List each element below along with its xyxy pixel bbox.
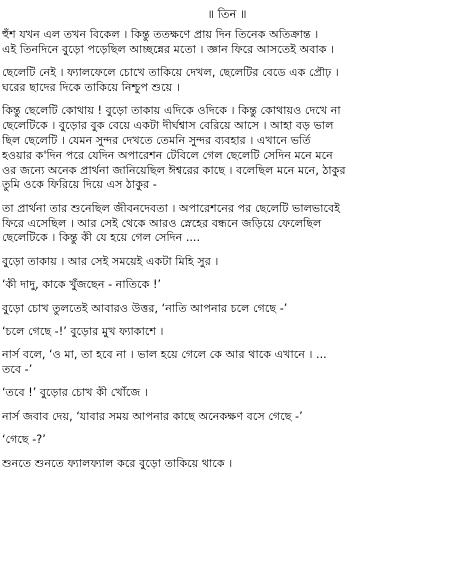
text-line: ছেলেটিকে । বুড়োর বুক বেয়ে একটা দীর্ঘশ্বাস বেরিয়ে আসে । আহা বড় ভাল	[2, 119, 334, 133]
text-line: বুড়ো চোখ তুলতেই আবারও উত্তর, ‘নাতি আপনার চলে গেছে -’	[2, 301, 288, 315]
text-line: ‘গেছে -?’	[2, 433, 46, 447]
paragraph	[2, 302, 452, 317]
paragraph	[2, 278, 452, 293]
text-line: হুঁশ যখন এল তখন বিকেল । কিন্তু ততক্ষণে প্রায় দিন তিনেক অতিক্রান্ত ।	[2, 28, 319, 41]
chapter-title: ॥ তিন ॥	[207, 7, 247, 21]
text-line: ফিরে এসেছিল । আর সেই থেকে আরও স্নেহের বন্ধনে জড়িয়ে ফেলেছিল	[2, 216, 322, 230]
text-line: ‘তবে !’ বুড়োর চোখ কী খোঁজে ।	[2, 386, 148, 400]
text-line: ওর জন্যে অনেক প্রার্থনা জানিয়েছিল ঈশ্বরের কাছে । বলেছিল মনে মনে, ঠাকুর	[2, 163, 346, 177]
text-line: ‘চলে গেছে -!’ বুড়োর মুখ ফ্যাকাশে ।	[2, 324, 164, 338]
paragraph	[2, 202, 452, 246]
text-line: ‘কী দাদু, কাকে খুঁজছেন - নাতিকে !’	[2, 278, 162, 292]
paragraph	[2, 386, 452, 401]
text-line: নার্স বলে, ‘ও মা, তা হবে না । ভাল হয়ে গেলে কে আর থাকে এখানে । ...	[2, 348, 327, 362]
paragraph	[2, 104, 452, 193]
paragraph	[2, 348, 452, 378]
text-line: নার্স জবাব দেয়, ‘যাবার সময় আপনার কাছে অনেকক্ষণ বসে গেছে -’	[2, 409, 303, 423]
text-line: হওয়ার ক'দিন পরে যেদিন অপারেশন টেবিলে গেল ছেলেটি সেদিন মনে মনে	[2, 148, 333, 162]
text-line: বুড়ো তাকায় । আর সেই সময়েই একটা মিহি সুর ।	[2, 254, 219, 268]
paragraph	[2, 66, 452, 96]
text-line: ঘরের ছাদের দিকে তাকিয়ে নিশ্চুপ শুয়ে ।	[2, 80, 180, 94]
text-line: ছেলেটিকে । কিন্তু কী যে হয়ে গেল সেদিন ....	[2, 231, 201, 245]
text-line: এই তিনদিনে বুড়ো পড়েছিল আচ্ছন্নের মতো । জ্ঞান ফিরে আসতেই অবাক ।	[2, 42, 335, 56]
paragraph	[2, 28, 452, 58]
paragraph	[2, 255, 452, 270]
document-body	[2, 28, 452, 471]
paragraph	[2, 457, 452, 472]
paragraph	[2, 433, 452, 448]
text-line: শুনতে শুনতে ফ্যালফ্যাল করে বুড়ো তাকিয়ে থাকে ।	[2, 456, 233, 470]
paragraph	[2, 325, 452, 340]
text-line: ছিল ছেলেটি । যেমন সুন্দর দেখতে তেমনি সুন্দর ব্যবহার । এখানে ভর্তি	[2, 133, 311, 147]
text-line: ছেলেটি নেই । ফ্যালফেলে চোখে তাকিয়ে দেখল, ছেলেটির বেডে এক প্রৌঢ় ।	[2, 66, 339, 80]
text-line: কিন্তু ছেলেটি কোথায় ! বুড়ো তাকায় এদিকে ওদিকে । কিন্তু কোথায়ও দেখে না	[2, 104, 341, 118]
text-line: তা প্রার্থনা তার শুনেছিল জীবনদেবতা । অপারেশনের পর ছেলেটি ভালভাবেই	[2, 201, 341, 215]
text-line: তুমি ওকে ফিরিয়ে দিয়ে এস ঠাকুর -	[2, 178, 157, 192]
text-line: তবে -’	[2, 363, 33, 377]
paragraph	[2, 410, 452, 425]
